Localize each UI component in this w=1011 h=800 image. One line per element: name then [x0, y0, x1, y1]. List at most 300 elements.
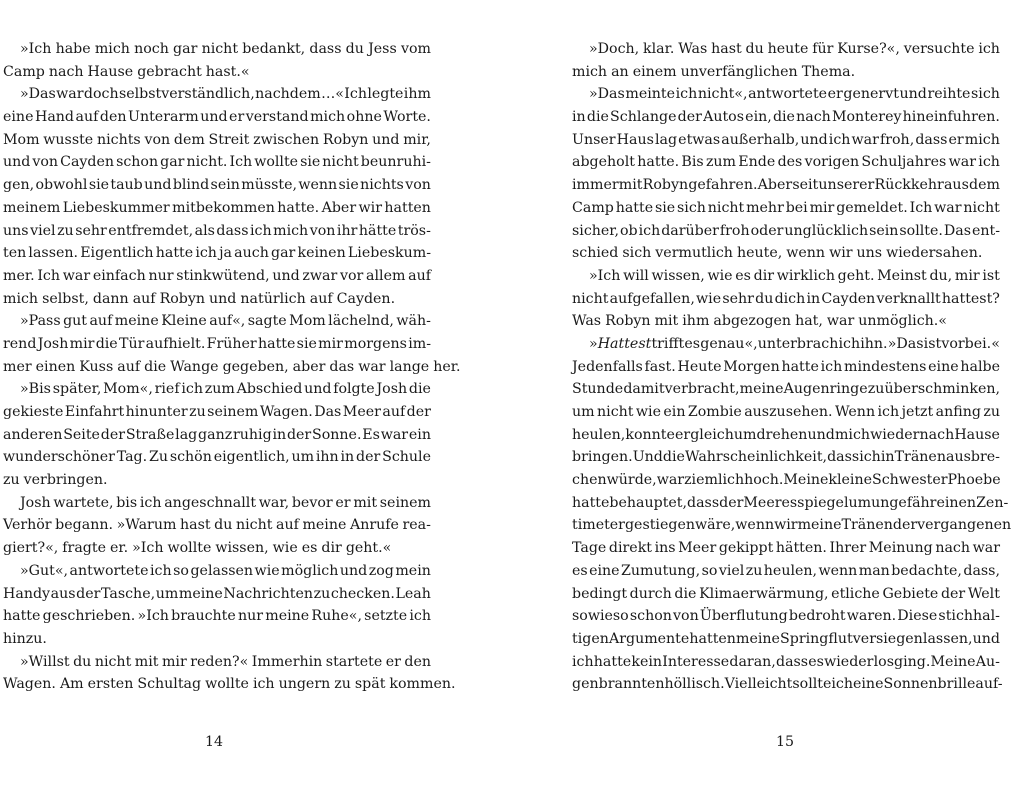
word: später,: [52, 381, 102, 398]
word: den: [99, 109, 127, 126]
word: ohne: [346, 109, 382, 126]
word: möglich: [281, 562, 339, 579]
word: gemeldet.: [836, 199, 908, 216]
text-line: [572, 583, 1000, 606]
word: ist: [982, 267, 1000, 284]
text-line: [572, 288, 1000, 311]
word: so: [701, 562, 718, 579]
word: der: [719, 494, 744, 511]
word: Immerhin: [251, 653, 323, 670]
word: allem: [366, 267, 406, 284]
word: genervt: [843, 86, 899, 103]
word: hinunter: [125, 404, 188, 420]
word: war: [380, 426, 409, 443]
word: zu: [745, 562, 763, 579]
word: mein: [395, 562, 431, 579]
word: taub: [110, 177, 143, 194]
word: Phoebe: [947, 472, 1001, 489]
word: gut: [63, 313, 87, 330]
word: wie: [254, 562, 280, 579]
word: Aber: [321, 199, 357, 216]
word: mir: [161, 653, 187, 670]
word: ich: [638, 222, 661, 239]
word: war: [948, 154, 976, 171]
word: eine: [3, 109, 34, 126]
word: nicht: [597, 404, 634, 420]
word: wenn: [298, 177, 338, 194]
word: ich: [572, 653, 594, 670]
word: hinzu.: [3, 630, 47, 647]
word: ganz: [198, 426, 233, 443]
word: froh,: [879, 131, 915, 148]
word: konnte: [625, 426, 675, 443]
word: Jedenfalls: [572, 358, 643, 375]
word: und: [3, 154, 31, 171]
text-line: [572, 151, 1000, 174]
word: lag: [175, 426, 198, 443]
text-line: [572, 651, 1000, 674]
word: wissen,: [215, 540, 269, 557]
word: Hause: [87, 63, 134, 80]
word: mir,: [403, 131, 431, 148]
text-line: [3, 378, 431, 401]
word: er: [229, 109, 245, 126]
word: geschrieben.: [42, 608, 136, 625]
word: Tür: [118, 335, 145, 352]
word: Abschied: [236, 381, 303, 398]
word: war: [358, 358, 386, 375]
word: stinkwütend,: [176, 267, 270, 284]
word: Unterarm: [128, 109, 199, 126]
word: bei: [785, 199, 808, 216]
word: Seite: [63, 426, 100, 443]
word: »Ich: [132, 540, 164, 557]
word: Ich: [344, 86, 367, 103]
word: »Bis: [20, 381, 51, 398]
word: ich: [252, 676, 275, 693]
word: in: [340, 449, 355, 466]
word: will: [623, 267, 649, 284]
word: Ich: [229, 154, 253, 171]
text-line: [572, 310, 1000, 333]
word: Zumutung,: [621, 562, 701, 579]
word: hatte: [615, 199, 654, 216]
word: ihm: [682, 313, 710, 330]
word: Tage: [572, 540, 607, 557]
word: er: [335, 494, 351, 511]
word: aber: [292, 358, 326, 375]
word: seinem: [379, 494, 431, 511]
word: etwas: [678, 131, 721, 148]
word: gefahren.: [688, 177, 758, 194]
word: startete: [325, 653, 383, 670]
word: oder: [750, 222, 784, 239]
word: nicht: [572, 290, 609, 307]
word: rief: [154, 381, 180, 398]
word: Meinung: [868, 540, 933, 557]
word: Das: [314, 404, 342, 420]
text-line: [572, 242, 1000, 265]
word: sein: [210, 177, 240, 194]
word: doch: [83, 86, 119, 103]
text-line: [3, 265, 431, 288]
word: war: [972, 540, 1000, 557]
word: bevor: [291, 494, 333, 511]
word: begann.: [55, 517, 113, 534]
word: viel: [30, 222, 56, 239]
word: Heute: [677, 358, 722, 375]
word: wir: [774, 517, 798, 534]
word: vergangenen: [917, 517, 1011, 534]
text-line: [572, 106, 1000, 129]
word: war: [826, 313, 855, 330]
word: dich: [774, 290, 806, 307]
word: er: [827, 86, 843, 103]
word: verbracht,: [664, 381, 740, 398]
word: obwohl: [35, 177, 88, 194]
word: tigen: [572, 630, 609, 647]
word: ich: [859, 449, 881, 466]
word: »Pass: [20, 313, 61, 330]
word: eine: [928, 358, 959, 375]
word: Mom: [3, 131, 40, 148]
word: nichts: [96, 131, 141, 148]
text-line: [3, 38, 431, 61]
word: auf: [75, 109, 99, 126]
left-page-number: 14: [204, 734, 224, 750]
text-line: [3, 356, 461, 379]
word: hätte: [358, 222, 397, 239]
word: Es: [362, 426, 380, 443]
word: nicht.: [186, 154, 228, 171]
word: Jess: [368, 41, 397, 57]
word: kleine: [828, 472, 872, 489]
word: um: [155, 585, 179, 602]
word: der: [677, 109, 702, 126]
word: der: [892, 517, 918, 534]
word: ich: [409, 608, 431, 625]
word: dass: [775, 653, 809, 670]
text-line: [3, 514, 431, 537]
word: Robyn: [642, 177, 689, 194]
text-line: [572, 492, 1009, 515]
word: mir: [69, 335, 95, 352]
word: zu: [867, 381, 885, 398]
word: wirklich: [776, 267, 835, 284]
word: anfing: [935, 404, 981, 420]
word: Josh: [37, 335, 69, 352]
word: behauptet,: [609, 494, 688, 511]
word: Wahrscheinlichkeit,: [684, 449, 828, 466]
word: Und: [632, 449, 663, 466]
word: ins: [654, 540, 676, 557]
word: zu: [189, 404, 206, 420]
word: fast.: [644, 358, 676, 375]
word: mich: [310, 109, 346, 126]
word: wenn: [735, 517, 775, 534]
word: »Das: [20, 86, 56, 103]
word: die: [95, 335, 118, 352]
text-line: [3, 288, 431, 311]
word: Verhör: [3, 517, 52, 534]
word: hattest?: [941, 290, 1000, 307]
word: geht.«: [345, 540, 392, 557]
word: lassen.: [28, 245, 79, 262]
word: Meinst: [877, 267, 927, 284]
word: auf: [382, 404, 406, 420]
word: und: [272, 267, 300, 284]
word: Handy: [3, 585, 51, 602]
word: Am: [59, 676, 84, 693]
word: nicht: [201, 41, 239, 57]
word: Camp: [3, 63, 45, 80]
word: ich: [181, 381, 203, 398]
word: anderen: [3, 426, 63, 443]
word: ich: [838, 335, 861, 352]
word: geht.: [837, 267, 875, 284]
word: Robyn: [159, 290, 206, 307]
word: dir: [753, 267, 775, 284]
word: hatte: [781, 358, 819, 375]
word: heulen,: [763, 562, 818, 579]
text-line: [3, 560, 431, 583]
word: lächelnd,: [328, 313, 394, 330]
word: dir: [321, 540, 342, 557]
word: Bis: [681, 154, 704, 171]
word: etliche: [831, 585, 880, 602]
word: aufhielt.: [145, 335, 206, 352]
word: um: [848, 494, 872, 511]
text-line: [3, 333, 431, 356]
text-line: [572, 628, 1000, 651]
word: Tag.: [116, 449, 148, 466]
word: du: [745, 41, 764, 57]
word: selbst,: [42, 290, 89, 307]
word: wunderschöner: [3, 449, 115, 466]
word: Robyn: [605, 313, 651, 330]
word: durch: [629, 585, 672, 602]
word: die: [674, 585, 697, 602]
word: wiedersahen.: [886, 245, 983, 262]
word: Robyn: [322, 131, 369, 148]
word: Schuljahres: [861, 154, 947, 171]
word: mindestens: [843, 358, 927, 375]
word: zu: [313, 585, 331, 602]
word: »Das: [887, 335, 924, 352]
word: Leah: [395, 585, 431, 602]
word: wir: [358, 199, 382, 216]
word: zwar: [302, 267, 338, 284]
word: ungern: [278, 676, 331, 693]
word: unserer: [818, 177, 875, 194]
word: mit: [618, 177, 643, 194]
word: Kleine: [161, 313, 207, 330]
word: hatten: [689, 630, 736, 647]
word: Straße: [125, 426, 175, 443]
word: Unser: [572, 131, 616, 148]
text-line: [3, 220, 431, 243]
word: zu: [983, 404, 1000, 420]
word: gelassen: [190, 562, 254, 579]
word: »Willst: [20, 653, 70, 670]
word: abgeholt: [572, 154, 635, 171]
word: mehr: [746, 199, 784, 216]
word: brauchte: [171, 608, 236, 625]
word: hatten: [384, 199, 431, 216]
word: bis: [116, 494, 138, 511]
word: ein,: [745, 109, 772, 126]
word: von: [32, 154, 59, 171]
text-line: [3, 61, 431, 84]
word: und: [200, 109, 228, 126]
word: war: [934, 199, 962, 216]
word: schön: [169, 449, 212, 466]
word: Ruhe«,: [311, 608, 362, 625]
word: er: [674, 426, 691, 443]
word: war: [56, 86, 84, 103]
word: eigentlich,: [213, 449, 290, 466]
word: Cayden: [821, 290, 876, 307]
word: Überflutung: [699, 608, 788, 625]
word: wir: [829, 245, 853, 262]
text-line: [572, 446, 1000, 469]
word: Monterey: [831, 109, 902, 126]
word: umdrehen: [733, 426, 808, 443]
word: schon: [116, 154, 159, 171]
word: Sonnenbrille: [883, 676, 976, 693]
word: meine: [797, 517, 842, 534]
word: »Das: [589, 86, 625, 103]
word: mich: [3, 290, 39, 307]
word: Zombie: [687, 404, 742, 420]
word: jetzt: [901, 404, 934, 420]
text-line: [3, 83, 431, 106]
word: lange: [389, 358, 430, 375]
text-line: [572, 514, 1011, 537]
word: mir: [954, 267, 980, 284]
word: in: [880, 449, 895, 466]
word: außerhalb,: [721, 131, 800, 148]
word: Liebeskum-: [347, 245, 431, 262]
word: wartete,: [53, 494, 114, 511]
word: genau«,: [700, 335, 758, 352]
word: auszusehen.: [744, 404, 833, 420]
word: damit: [623, 381, 665, 398]
text-line: [572, 378, 1000, 401]
word: blind: [172, 177, 210, 194]
word: rend: [3, 335, 37, 352]
word: keinen: [297, 245, 346, 262]
word: sagte: [247, 313, 287, 330]
word: Rückkehr: [874, 177, 944, 194]
word: sein: [869, 222, 899, 239]
word: ihn: [315, 449, 339, 466]
word: an: [611, 63, 629, 80]
word: ich: [831, 676, 853, 693]
word: um: [572, 404, 595, 420]
right-page-number: 15: [775, 734, 795, 750]
word: mit: [134, 653, 159, 670]
word: Aber: [757, 177, 793, 194]
word: Früher: [206, 335, 257, 352]
word: und: [144, 177, 172, 194]
word: »Ich: [589, 267, 621, 284]
word: dem: [173, 131, 205, 148]
word: die: [772, 109, 795, 126]
word: Sonne.: [312, 426, 362, 443]
word: meine: [178, 585, 223, 602]
word: Nachrichten: [223, 585, 313, 602]
word: Zu: [148, 449, 168, 466]
word: verknallt: [876, 290, 941, 307]
word: Springflut: [780, 630, 853, 647]
word: Kurse?«,: [837, 41, 900, 57]
word: würde,: [606, 472, 657, 489]
word: nur: [237, 608, 264, 625]
word: Morgen: [723, 358, 780, 375]
word: ich: [828, 131, 851, 148]
word: Zen-: [976, 494, 1009, 511]
word: du: [214, 517, 233, 534]
word: hatte: [572, 494, 610, 511]
word: mich: [964, 131, 1000, 148]
word: heute: [767, 41, 809, 57]
text-line: [3, 628, 431, 651]
word: unglücklich: [784, 222, 869, 239]
word: hast: [711, 41, 742, 57]
word: mir: [809, 199, 835, 216]
word: in: [272, 426, 287, 443]
word: »Gut«,: [20, 562, 69, 579]
word: sie: [300, 154, 321, 171]
word: Cayden.: [336, 290, 396, 307]
word: den: [404, 653, 431, 670]
word: verbringen.: [23, 472, 108, 489]
word: versuchte: [903, 41, 975, 57]
word: Ihrer: [829, 540, 867, 557]
right-page-text: [572, 38, 1011, 696]
word: reihte: [927, 86, 971, 103]
word: und: [372, 131, 400, 148]
word: Argumente: [608, 630, 690, 647]
word: bedroht: [788, 608, 846, 625]
word: Wagen.: [3, 676, 56, 693]
word: mich: [572, 63, 608, 80]
word: auf«,: [209, 313, 246, 330]
word: Tränen: [841, 517, 893, 534]
word: kommen.: [389, 676, 456, 693]
word: gegeben,: [222, 358, 289, 375]
word: Cayden: [60, 154, 115, 171]
word: zum: [705, 154, 737, 171]
word: ich: [820, 358, 843, 375]
word: unterbrach: [757, 335, 839, 352]
word: versiegen: [852, 630, 923, 647]
text-line: [572, 129, 1000, 152]
word: nachdem: [255, 86, 321, 103]
word: froh: [719, 222, 750, 239]
word: Tränen: [894, 449, 946, 466]
word: Meer: [678, 540, 717, 557]
word: Meeresspiegel: [743, 494, 849, 511]
text-line: [3, 605, 431, 628]
word: Wange: [170, 358, 219, 375]
text-line: [3, 151, 431, 174]
word: Autos: [703, 109, 744, 126]
word: ten: [3, 245, 27, 262]
text-line: [3, 424, 431, 447]
word: war: [656, 472, 685, 489]
